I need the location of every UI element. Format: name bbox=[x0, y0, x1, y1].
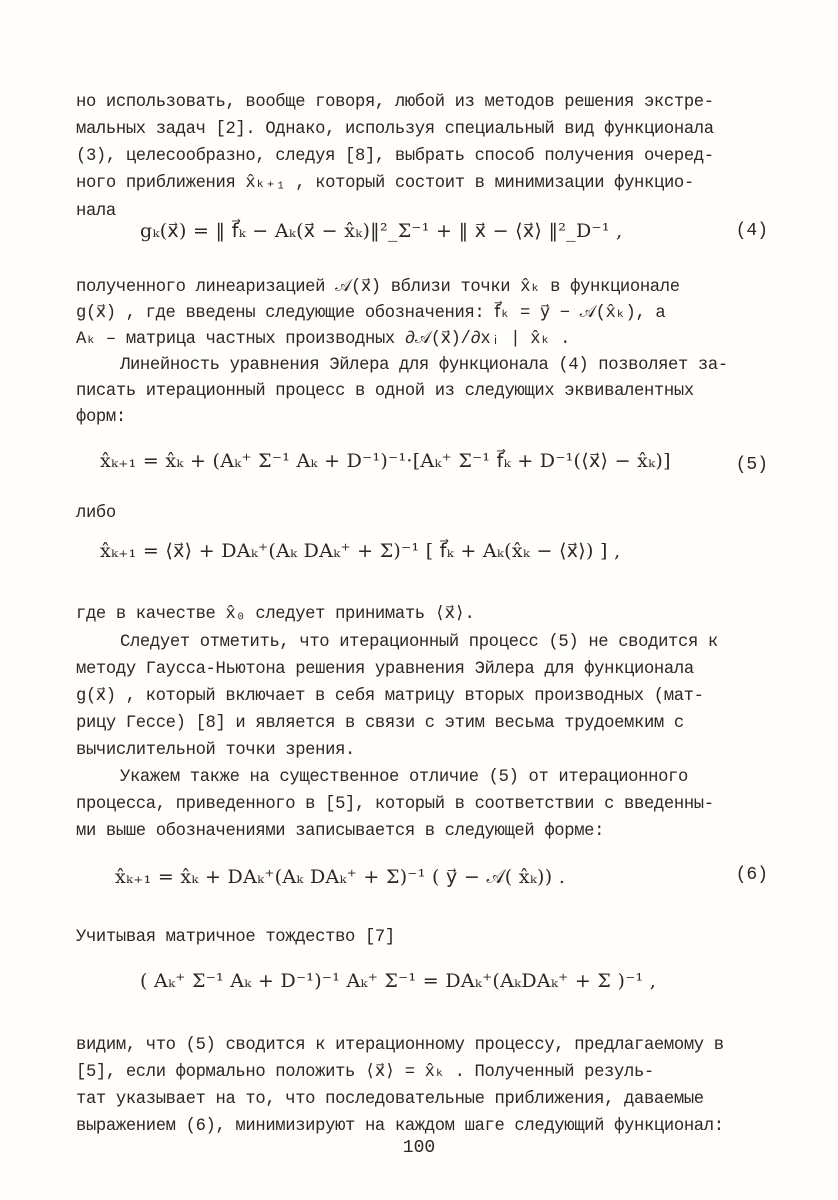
text-line: мальных задач [2]. Однако, используя специальный вид функционала bbox=[76, 120, 714, 139]
text-line: нала bbox=[76, 202, 116, 221]
equation-4: gₖ(x⃗) = ‖ f⃗ₖ − Aₖ(x⃗ − x̂ₖ)‖²_Σ⁻¹ + ‖ x⃗ − ⟨x⃗⟩ ‖²_D⁻¹ , bbox=[140, 220, 623, 242]
text-line: полученного линеаризацией 𝒜(x⃗) вблизи точки x̂ₖ в функционале bbox=[76, 278, 680, 297]
text-line: Следует отметить, что итерационный процесс (5) не сводится к bbox=[120, 633, 718, 652]
equation-number: (6) bbox=[735, 865, 768, 885]
equation-5-alt: x̂ₖ₊₁ = ⟨x⃗⟩ + DAₖ⁺(Aₖ DAₖ⁺ + Σ)⁻¹ [ f⃗ₖ + Aₖ(x̂ₖ − ⟨x⃗⟩) ] , bbox=[100, 540, 621, 562]
text-line: g(x⃗) , где введены следующие обозначения: f⃗ₖ = y⃗ − 𝒜(x̂ₖ), а bbox=[76, 304, 666, 323]
equation-5: x̂ₖ₊₁ = x̂ₖ + (Aₖ⁺ Σ⁻¹ Aₖ + D⁻¹)⁻¹·[Aₖ⁺ Σ⁻¹ f⃗ₖ + D⁻¹(⟨x⃗⟩ − x̂ₖ)] bbox=[100, 450, 671, 472]
text-line: процесса, приведенного в [5], который в соответствии с введенны- bbox=[76, 795, 714, 814]
text-line: вычислительной точки зрения. bbox=[76, 741, 355, 760]
text-line: видим, что (5) сводится к итерационному процессу, предлагаемому в bbox=[76, 1036, 724, 1055]
text-line: Учитывая матричное тождество [7] bbox=[76, 928, 395, 947]
equation-number: (5) bbox=[735, 455, 768, 475]
text-line: методу Гаусса-Ньютона решения уравнения Эйлера для функционала bbox=[76, 660, 694, 679]
text-line: либо bbox=[76, 504, 116, 523]
text-line: g(x⃗) , который включает в себя матрицу вторых производных (мат- bbox=[76, 687, 704, 706]
text-line: [5], если формально положить ⟨x⃗⟩ = x̂ₖ . Полученный резуль- bbox=[76, 1063, 654, 1082]
page-number: 100 bbox=[402, 1138, 436, 1158]
text-line: ного приближения x̂ₖ₊₁ , который состоит в минимизации функцио- bbox=[76, 174, 694, 193]
text-line: ми выше обозначениями записывается в следующей форме: bbox=[76, 822, 605, 841]
text-line: Укажем также на существенное отличие (5) от итерационного bbox=[120, 768, 688, 787]
equation-number: (4) bbox=[735, 221, 768, 241]
text-line: но использовать, вообще говоря, любой из методов решения экстре- bbox=[76, 93, 714, 112]
text-line: Aₖ – матрица частных производных ∂𝒜(x⃗)/∂xᵢ | x̂ₖ . bbox=[76, 330, 571, 349]
text-line: (3), целесообразно, следуя [8], выбрать способ получения очеред- bbox=[76, 147, 714, 166]
text-line: рицу Гессе) [8] и является в связи с этим весьма трудоемким с bbox=[76, 714, 684, 733]
equation-matrix-identity: ( Aₖ⁺ Σ⁻¹ Aₖ + D⁻¹)⁻¹ Aₖ⁺ Σ⁻¹ = DAₖ⁺(AₖDAₖ⁺ + Σ )⁻¹ , bbox=[140, 970, 657, 992]
text-line: где в качестве x̂₀ следует принимать ⟨x⃗⟩. bbox=[76, 605, 475, 624]
equation-6: x̂ₖ₊₁ = x̂ₖ + DAₖ⁺(Aₖ DAₖ⁺ + Σ)⁻¹ ( y⃗ − 𝒜( x̂ₖ)) . bbox=[115, 866, 566, 888]
text-line: писать итерационный процесс в одной из следующих эквивалентных bbox=[76, 382, 694, 401]
text-line: форм: bbox=[76, 408, 126, 427]
text-line: тат указывает на то, что последовательные приближения, даваемые bbox=[76, 1090, 704, 1109]
text-line: Линейность уравнения Эйлера для функционала (4) позволяет за- bbox=[120, 356, 728, 375]
text-line: выражением (6), минимизируют на каждом шаге следующий функционал: bbox=[76, 1117, 724, 1136]
